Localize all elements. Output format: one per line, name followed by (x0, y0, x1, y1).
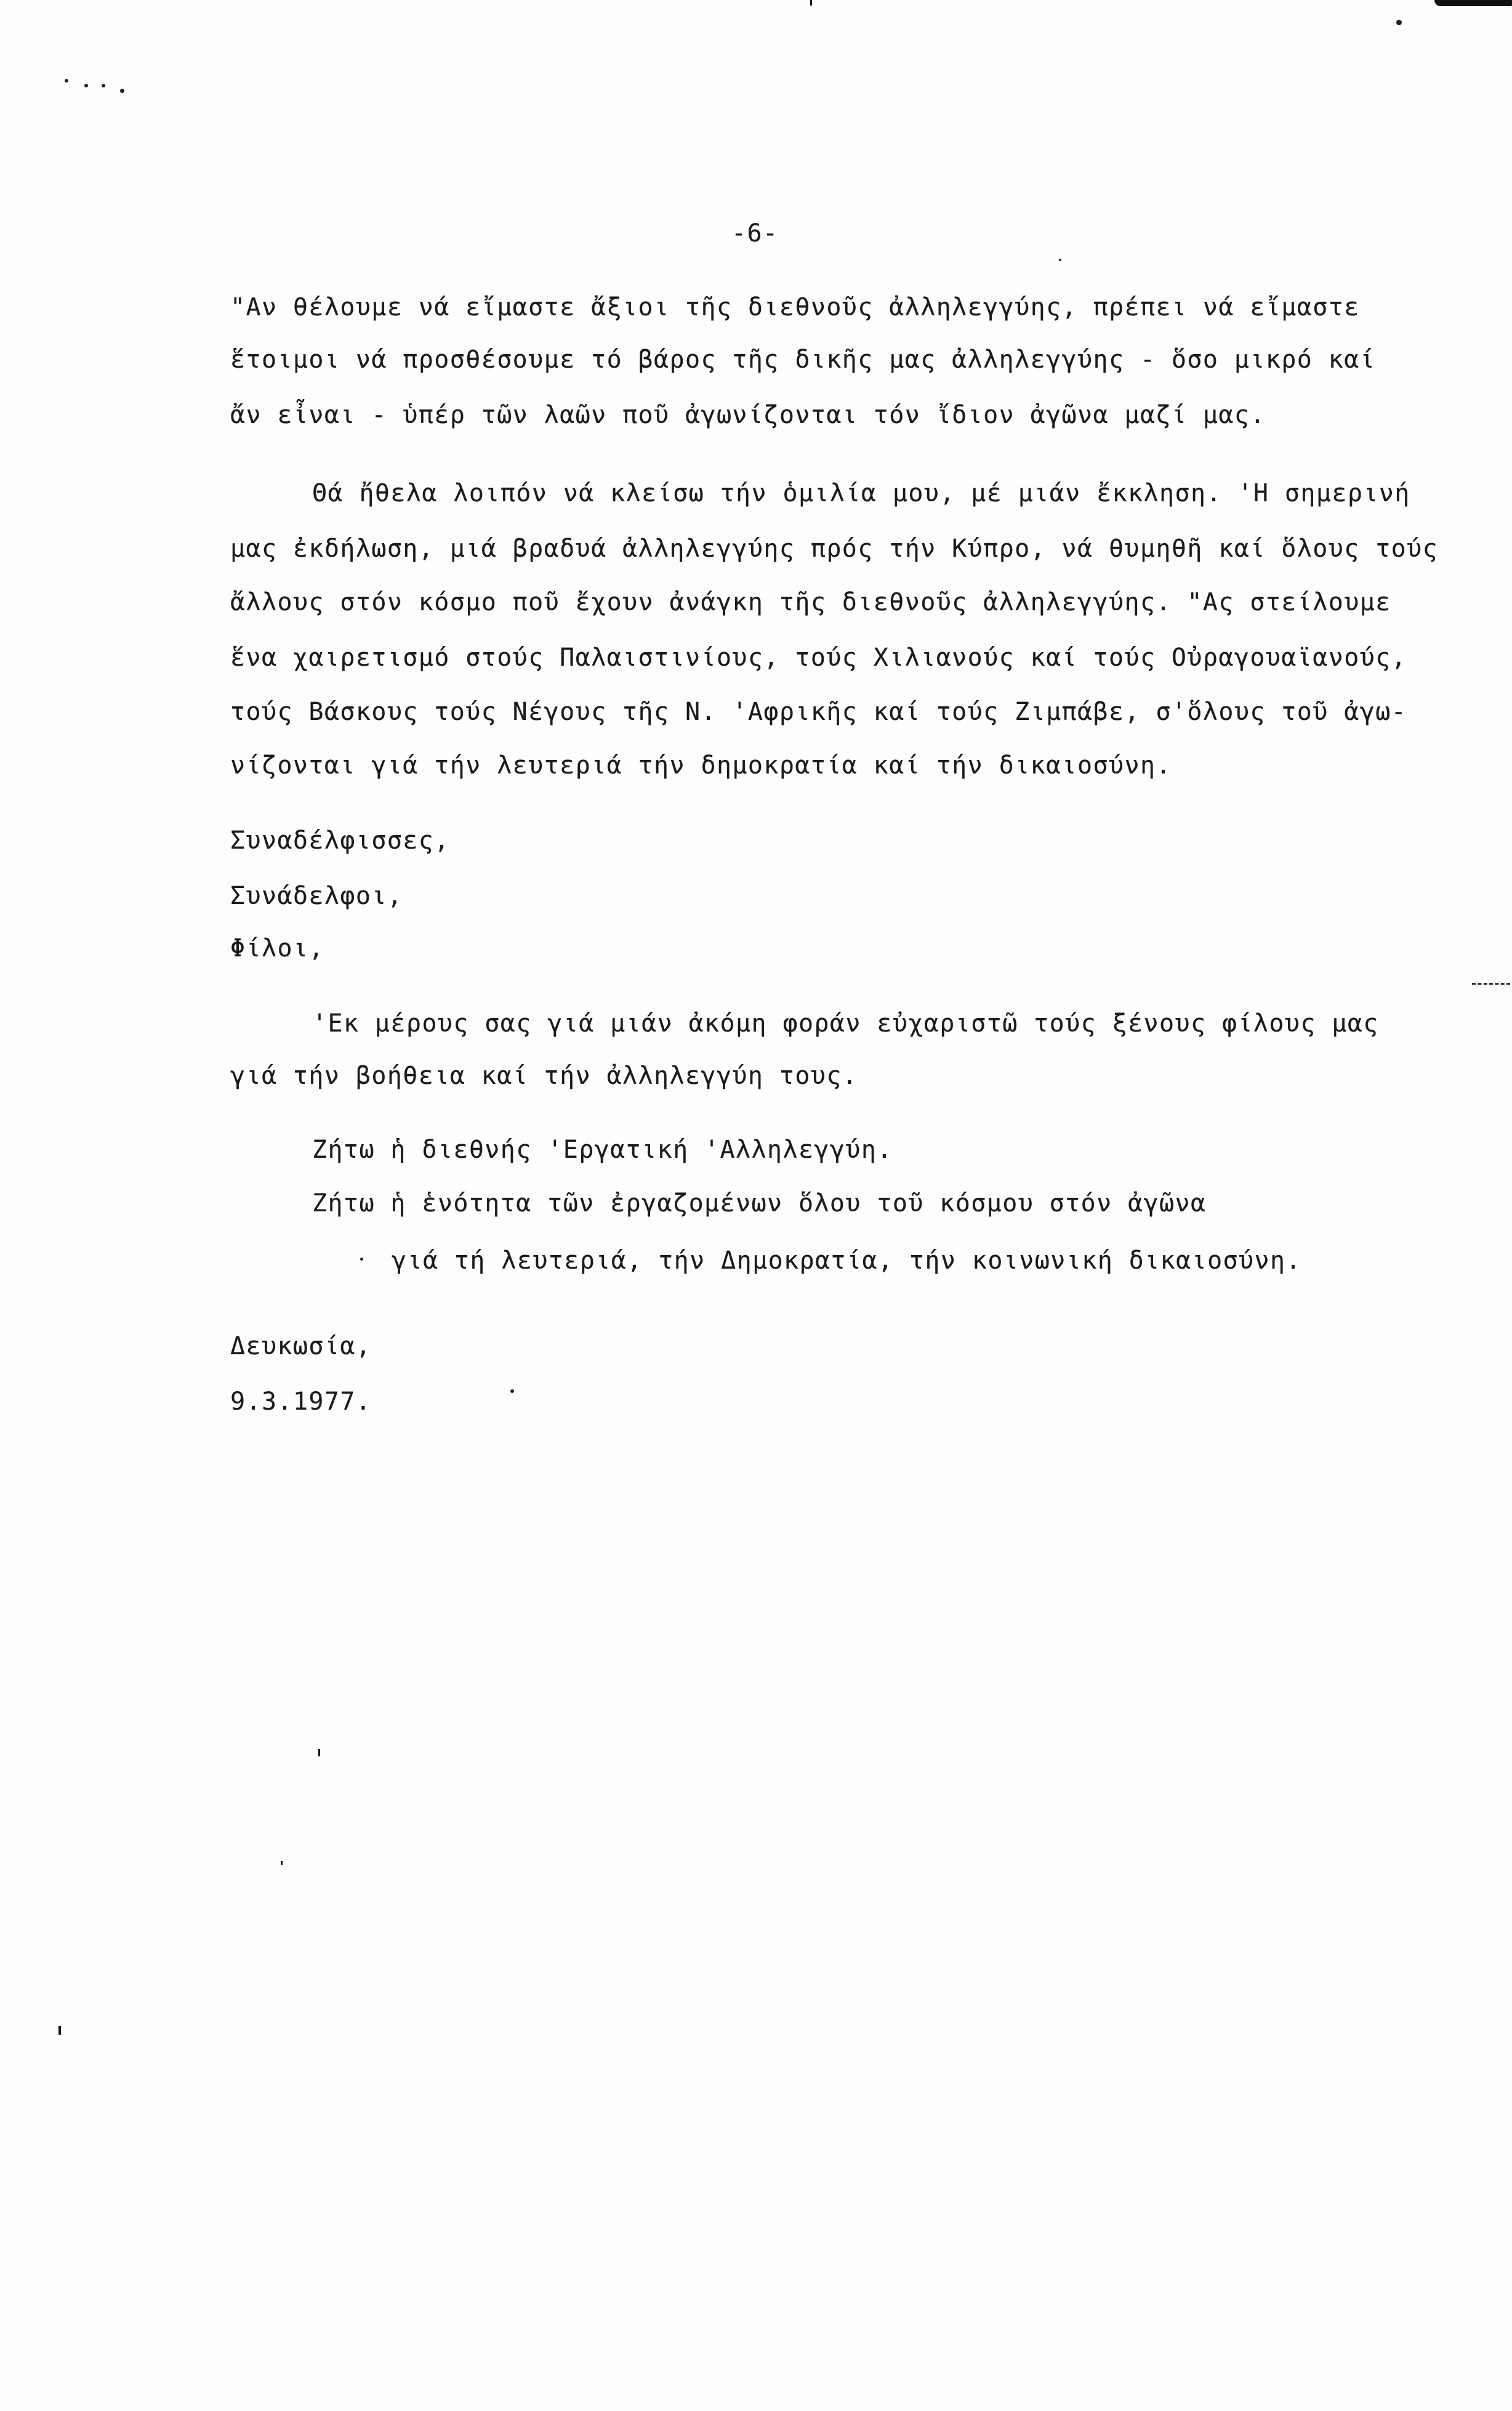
scan-speck (510, 1389, 514, 1393)
paragraph-line: τούς Βάσκους τούς Νέγους τῆς Ν. 'Αφρικῆς καί τούς Ζιμπάβε, σ'ὅλους τοῦ ἀγω- (230, 698, 1407, 726)
scan-speck (58, 2026, 61, 2035)
scan-speck (1396, 20, 1402, 25)
scan-speck (360, 1258, 363, 1261)
scan-edge-mark (1472, 983, 1510, 985)
paragraph-line: μας ἐκδήλωση, μιά βραδυά ἀλληλεγγύης πρός τήν Κύπρο, νά θυμηθῆ καί ὅλους τούς (230, 535, 1439, 563)
paragraph-line: "Αν θέλουμε νά εἴμαστε ἄξιοι τῆς διεθνοῦς ἀλληλεγγύης, πρέπει νά εἴμαστε (230, 293, 1360, 321)
paragraph-line: 'Εκ μέρους σας γιά μιάν ἀκόμη φοράν εὐχαριστῶ τούς ξένους φίλους μας (312, 1009, 1379, 1038)
scan-speck (120, 89, 124, 93)
scan-speck (1059, 259, 1061, 261)
slogan-line: Ζήτω ἡ ἑνότητα τῶν ἐργαζομένων ὅλου τοῦ κόσμου στόν ἀγῶνα (312, 1189, 1207, 1218)
paragraph-line: ἕνα χαιρετισμό στούς Παλαιστινίους, τούς Χιλιανούς καί τούς Οὐραγουαϊανούς, (230, 644, 1407, 672)
scan-speck (318, 1749, 320, 1756)
paragraph-line: ἕτοιμοι νά προσθέσουμε τό βάρος τῆς δικῆς μας ἀλληλεγγύης - ὅσο μικρό καί (230, 345, 1376, 374)
salutation-line: Συναδέλφισσες, (230, 826, 450, 855)
paragraph-line: ἄν εἶναι - ὑπέρ τῶν λαῶν ποῦ ἀγωνίζονται τόν ἴδιον ἀγῶνα μαζί μας. (230, 401, 1266, 429)
scan-speck (102, 84, 105, 87)
paragraph-line: γιά τήν βοήθεια καί τήν ἀλληλεγγύη τους. (230, 1062, 858, 1090)
scan-speck (84, 84, 88, 87)
salutation-line: Συνάδελφοι, (230, 882, 403, 910)
slogan-line: Ζήτω ἡ διεθνής 'Εργατική 'Αλληλεγγύη. (312, 1136, 893, 1164)
slogan-line: γιά τή λευτεριά, τήν Δημοκρατία, τήν κοινωνική δικαιοσύνη. (392, 1246, 1301, 1275)
scan-speck (65, 79, 68, 83)
salutation-line: Φίλοι, (230, 934, 324, 963)
scan-speck (281, 1861, 283, 1865)
paragraph-line: νίζονται γιά τήν λευτεριά τήν δημοκρατία καί τήν δικαιοσύνη. (230, 751, 1172, 780)
scan-edge-mark (810, 0, 812, 6)
paragraph-line: Θά ἤθελα λοιπόν νά κλείσω τήν ὁμιλία μου, μέ μιάν ἔκκληση. 'Η σημερινή (312, 479, 1410, 507)
closing-place: Δευκωσία, (230, 1332, 372, 1360)
scan-edge-mark (1434, 0, 1512, 6)
closing-date: 9.3.1977. (230, 1387, 372, 1416)
page-number: -6- (731, 219, 779, 248)
paragraph-line: ἄλλους στόν κόσμο ποῦ ἔχουν ἀνάγκη τῆς διεθνοῦς ἀλληλεγγύης. "Ας στείλουμε (230, 588, 1391, 616)
